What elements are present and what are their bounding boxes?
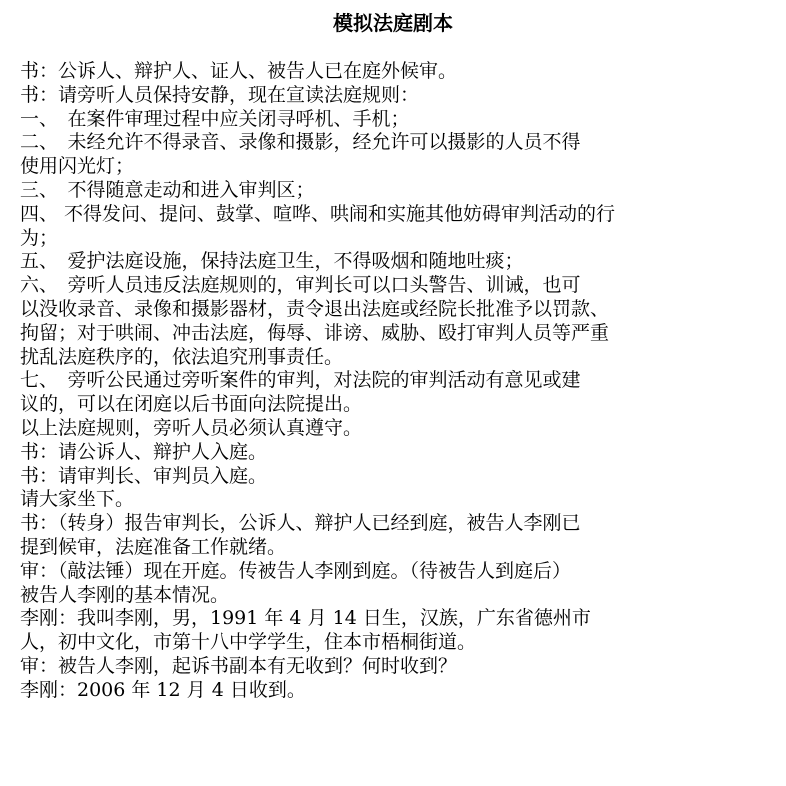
script-line: 人，初中文化，市第十八中学学生，住本市梧桐街道。 — [20, 631, 477, 654]
script-line: 李刚：我叫李刚，男，1991 年 4 月 14 日生，汉族，广东省德州市 — [20, 607, 591, 630]
document-title: 模拟法庭剧本 — [333, 11, 453, 35]
script-line: 书：请公诉人、辩护人入庭。 — [20, 440, 268, 463]
script-line: 为； — [20, 226, 59, 249]
script-line: 审：（敲法锤）现在开庭。传被告人李刚到庭。（待被告人到庭后） — [20, 559, 572, 582]
script-line: 扰乱法庭秩序的，依法追究刑事责任。 — [20, 345, 344, 368]
script-line: 二、 未经允许不得录音、录像和摄影，经允许可以摄影的人员不得 — [20, 131, 581, 154]
script-line: 一、 在案件审理过程中应关闭寻呼机、手机； — [20, 107, 410, 130]
script-line: 请大家坐下。 — [20, 488, 135, 511]
document-body — [20, 60, 720, 703]
script-line: 书：请审判长、审判员入庭。 — [20, 464, 268, 487]
script-line: 以上法庭规则，旁听人员必须认真遵守。 — [20, 416, 363, 439]
script-line: 书：（转身）报告审判长，公诉人、辩护人已经到庭，被告人李刚已 — [20, 512, 581, 535]
script-line: 审：被告人李刚，起诉书副本有无收到？何时收到？ — [20, 654, 458, 677]
script-line: 李刚：2006 年 12 月 4 日收到。 — [20, 678, 306, 701]
script-line: 书：公诉人、辩护人、证人、被告人已在庭外候审。 — [20, 60, 458, 82]
script-line: 三、 不得随意走动和进入审判区； — [20, 178, 315, 201]
script-line: 使用闪光灯； — [20, 155, 135, 178]
script-line: 议的，可以在闭庭以后书面向法院提出。 — [20, 393, 363, 416]
script-line: 六、 旁听人员违反法庭规则的，审判长可以口头警告、训诫，也可 — [20, 274, 581, 297]
script-line: 拘留；对于哄闹、冲击法庭，侮辱、诽谤、威胁、殴打审判人员等严重 — [20, 321, 610, 344]
script-line: 提到候审，法庭准备工作就绪。 — [20, 535, 287, 558]
script-line: 四、 不得发问、提问、鼓掌、喧哗、哄闹和实施其他妨碍审判活动的行 — [20, 202, 616, 225]
script-line: 五、 爱护法庭设施，保持法庭卫生，不得吸烟和随地吐痰； — [20, 250, 524, 273]
script-line: 七、 旁听公民通过旁听案件的审判，对法院的审判活动有意见或建 — [20, 369, 581, 392]
script-line: 被告人李刚的基本情况。 — [20, 583, 230, 606]
script-line: 书：请旁听人员保持安静，现在宣读法庭规则： — [20, 83, 420, 106]
script-line: 以没收录音、录像和摄影器材，责令退出法庭或经院长批准予以罚款、 — [20, 297, 610, 320]
